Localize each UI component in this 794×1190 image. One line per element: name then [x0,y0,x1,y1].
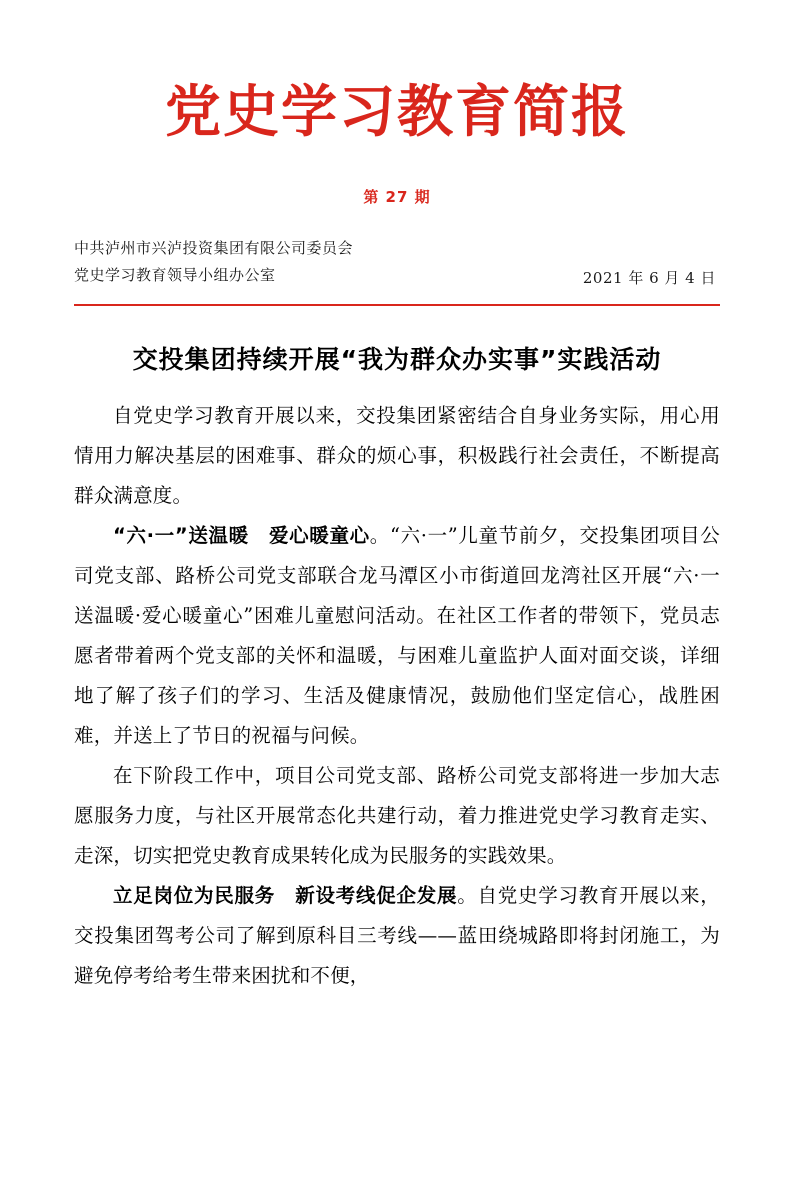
paragraph [74,516,720,756]
paragraph [74,756,720,876]
paragraph-text: 在下阶段工作中，项目公司党支部、路桥公司党支部将进一步加大志愿服务力度，与社区开展常态化共建行动，着力推进党史学习教育走实、走深，切实把党史教育成果转化成为民服务的实践效果。 [74,764,720,868]
paragraph [74,396,720,516]
paragraph-text: 自党史学习教育开展以来，交投集团紧密结合自身业务实际，用心用情用力解决基层的困难事、群众的烦心事，积极践行社会责任，不断提高群众满意度。 [74,404,720,508]
paragraph-lead: “六·一”送温暖 爱心暖童心 [113,524,370,548]
issue-date: 2021 年 6 月 4 日 [582,269,716,288]
article-title: 交投集团持续开展“我为群众办实事”实践活动 [132,345,662,375]
masthead-meta [74,235,720,291]
paragraph-text: 。自党史学习教育开展以来，交投集团驾考公司了解到原科目三考线——蓝田绕城路即将封闭施工，为避免停考给考生带来困扰和不便， [74,884,720,988]
article-body [74,396,720,996]
issue-number: 第 27 期 [363,187,431,206]
page-title: 党史学习教育简报 [165,80,629,145]
paragraph [74,876,720,996]
issuer-block [74,235,353,291]
issuer-line-1: 中共泸州市兴泸投资集团有限公司委员会 [74,238,354,257]
issuer-line-2: 党史学习教育领导小组办公室 [74,266,276,285]
paragraph-text: 。“六·一”儿童节前夕，交投集团项目公司党支部、路桥公司党支部联合龙马潭区小市街道回龙湾社区开展“六·一送温暖·爱心暖童心”困难儿童慰问活动。在社区工作者的带领下，党员志愿者带着两个党支部的关怀和温暖，与困难儿童监护人面对面交谈，详细地了解了孩子们的学习、生活及健康情况，鼓励他们坚定信心，战胜困难，并送上了节日的祝福与问候。 [74,524,720,748]
header-divider [74,304,720,306]
paragraph-lead: 立足岗位为民服务 新设考线促企发展 [113,884,458,908]
document-page [0,82,794,1190]
